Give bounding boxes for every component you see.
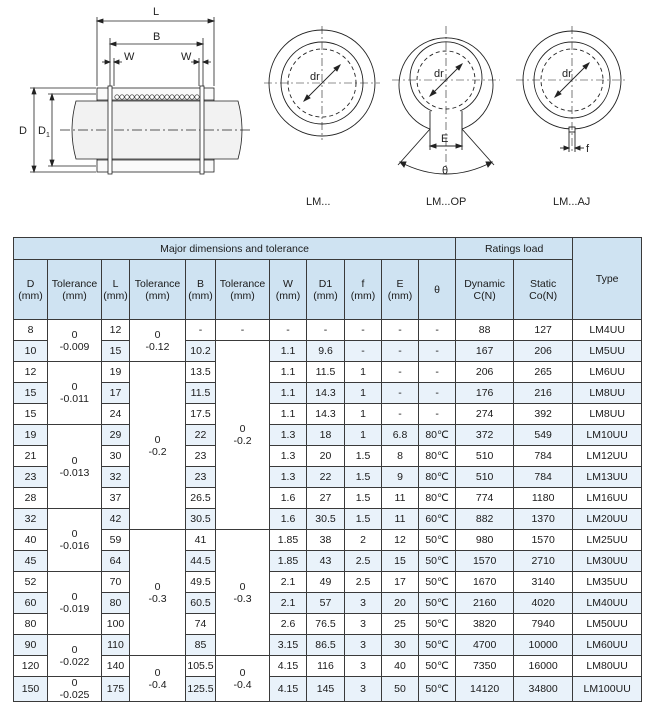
cell-static: 127 bbox=[514, 320, 573, 341]
table-row bbox=[14, 362, 642, 383]
cell-l: 70 bbox=[102, 572, 130, 593]
tolerance-lower: -0.12 bbox=[145, 340, 170, 353]
cell-f: 3 bbox=[345, 593, 382, 614]
cell-w: - bbox=[270, 320, 307, 341]
cell-f: - bbox=[345, 320, 382, 341]
cell-d: 120 bbox=[14, 656, 48, 677]
table-row bbox=[14, 425, 642, 446]
tolerance-lower: -0.011 bbox=[60, 393, 89, 405]
cell-dynamic: 1670 bbox=[456, 572, 514, 593]
tolerance-cell bbox=[216, 530, 270, 656]
cell-w: 1.3 bbox=[270, 467, 307, 488]
cell-f: 2.5 bbox=[345, 572, 382, 593]
cell-f: 1.5 bbox=[345, 509, 382, 530]
tolerance-upper: 0 bbox=[71, 643, 78, 656]
cell-l: 175 bbox=[102, 677, 130, 702]
cell-static: 549 bbox=[514, 425, 573, 446]
spec-table bbox=[13, 237, 642, 702]
cell-d: 12 bbox=[14, 362, 48, 383]
tolerance-lower: -0.019 bbox=[59, 603, 90, 615]
cell-e: - bbox=[382, 383, 419, 404]
table-row bbox=[14, 320, 642, 341]
ball-row bbox=[115, 95, 199, 99]
cell-dynamic: 176 bbox=[456, 383, 514, 404]
cell-theta: 80℃ bbox=[419, 425, 456, 446]
tolerance-cell bbox=[48, 362, 102, 425]
cell-d1: 30.5 bbox=[307, 509, 345, 530]
cell-theta: 50℃ bbox=[419, 614, 456, 635]
caption-lmaj: LM...AJ bbox=[553, 196, 591, 208]
cell-d1: 14.3 bbox=[307, 404, 345, 425]
cell-type: LM12UU bbox=[573, 446, 642, 467]
cell-f: 3 bbox=[345, 635, 382, 656]
cell-type: LM4UU bbox=[573, 320, 642, 341]
tolerance-cell bbox=[48, 635, 102, 677]
cell-d1: 57 bbox=[307, 593, 345, 614]
cell-dynamic: 3820 bbox=[456, 614, 514, 635]
tolerance-cell bbox=[216, 341, 270, 530]
label-dr-lm: dr bbox=[310, 71, 320, 83]
col-header-d: D (mm) bbox=[14, 260, 48, 320]
cell-d: 28 bbox=[14, 488, 48, 509]
cell-static: 784 bbox=[514, 446, 573, 467]
cell-d: 80 bbox=[14, 614, 48, 635]
cell-theta: - bbox=[419, 320, 456, 341]
col-header-theta: θ bbox=[419, 260, 456, 320]
tolerance-cell bbox=[130, 320, 186, 362]
cell-e: 30 bbox=[382, 635, 419, 656]
tolerance-lower: -0.3 bbox=[233, 592, 252, 605]
cell-dynamic: 7350 bbox=[456, 656, 514, 677]
tolerance-cell bbox=[216, 656, 270, 702]
label-f: f bbox=[586, 143, 590, 155]
cell-theta: 80℃ bbox=[419, 488, 456, 509]
cell-b: 26.5 bbox=[186, 488, 216, 509]
cell-f: 1 bbox=[345, 362, 382, 383]
cell-l: 59 bbox=[102, 530, 130, 551]
cell-w: 4.15 bbox=[270, 656, 307, 677]
cell-l: 140 bbox=[102, 656, 130, 677]
cell-d1: - bbox=[307, 320, 345, 341]
major-dimensions-header: Major dimensions and tolerance bbox=[14, 238, 456, 260]
tolerance-lower: -0.016 bbox=[59, 540, 90, 552]
cell-type: LM10UU bbox=[573, 425, 642, 446]
label-D: D bbox=[19, 125, 27, 137]
cell-dynamic: 510 bbox=[456, 446, 514, 467]
cell-e: 50 bbox=[382, 677, 419, 702]
cell-w: 4.15 bbox=[270, 677, 307, 702]
cell-type: LM40UU bbox=[573, 593, 642, 614]
cell-theta: 50℃ bbox=[419, 530, 456, 551]
tolerance-upper: 0 bbox=[71, 528, 78, 540]
col-header-dynamic: Dynamic C(N) bbox=[456, 260, 514, 320]
cell-d: 32 bbox=[14, 509, 48, 530]
tolerance-upper: 0 bbox=[154, 666, 161, 679]
cell-static: 216 bbox=[514, 383, 573, 404]
cell-d: 15 bbox=[14, 383, 48, 404]
tolerance-upper: 0 bbox=[71, 677, 78, 689]
cell-b: 105.5 bbox=[186, 656, 216, 677]
tolerance-upper: 0 bbox=[154, 433, 161, 446]
tolerance-cell bbox=[48, 320, 102, 362]
cell-d1: 145 bbox=[307, 677, 345, 702]
tolerance-cell bbox=[48, 572, 102, 635]
tolerance-lower: -0.013 bbox=[59, 466, 90, 479]
cell-w: 1.1 bbox=[270, 362, 307, 383]
cell-dynamic: 206 bbox=[456, 362, 514, 383]
tolerance-lower: -0.3 bbox=[148, 592, 167, 605]
cell-b: 22 bbox=[186, 425, 216, 446]
cell-theta: - bbox=[419, 383, 456, 404]
tolerance-upper: 0 bbox=[71, 591, 78, 603]
cell-dynamic: 14120 bbox=[456, 677, 514, 702]
table-row bbox=[14, 509, 642, 530]
cell-e: - bbox=[382, 362, 419, 383]
cell-b: 49.5 bbox=[186, 572, 216, 593]
cell-static: 2710 bbox=[514, 551, 573, 572]
cell-d1: 38 bbox=[307, 530, 345, 551]
cell-d: 52 bbox=[14, 572, 48, 593]
cell-d: 21 bbox=[14, 446, 48, 467]
tolerance-lower: -0.4 bbox=[148, 678, 167, 691]
cell-w: 1.1 bbox=[270, 341, 307, 362]
tolerance-cell bbox=[130, 362, 186, 530]
cell-static: 784 bbox=[514, 467, 573, 488]
cell-d: 19 bbox=[14, 425, 48, 446]
cell-e: 25 bbox=[382, 614, 419, 635]
cell-type: LM30UU bbox=[573, 551, 642, 572]
cell-l: 110 bbox=[102, 635, 130, 656]
cell-dynamic: 1570 bbox=[456, 551, 514, 572]
cell-l: 24 bbox=[102, 404, 130, 425]
cell-static: 34800 bbox=[514, 677, 573, 702]
tolerance-upper: 0 bbox=[239, 423, 246, 435]
cell-b: - bbox=[186, 320, 216, 341]
cell-static: 392 bbox=[514, 404, 573, 425]
cell-e: 12 bbox=[382, 530, 419, 551]
cell-dynamic: 882 bbox=[456, 509, 514, 530]
cell-b: 85 bbox=[186, 635, 216, 656]
cell-d1: 27 bbox=[307, 488, 345, 509]
table-row bbox=[14, 551, 642, 572]
cell-d: 40 bbox=[14, 530, 48, 551]
cell-l: 80 bbox=[102, 593, 130, 614]
cell-w: 1.85 bbox=[270, 551, 307, 572]
cell-type: LM60UU bbox=[573, 635, 642, 656]
cell-d1: 76.5 bbox=[307, 614, 345, 635]
cell-theta: 50℃ bbox=[419, 656, 456, 677]
cell-b: 44.5 bbox=[186, 551, 216, 572]
col-header-d-tolerance: Tolerance (mm) bbox=[48, 260, 102, 320]
cell-b: 41 bbox=[186, 530, 216, 551]
cell-e: 15 bbox=[382, 551, 419, 572]
cell-static: 4020 bbox=[514, 593, 573, 614]
cell-theta: 50℃ bbox=[419, 551, 456, 572]
cell-d1: 20 bbox=[307, 446, 345, 467]
cell-d: 23 bbox=[14, 467, 48, 488]
cell-l: 30 bbox=[102, 446, 130, 467]
cell-b: 10.2 bbox=[186, 341, 216, 362]
tolerance-upper: 0 bbox=[71, 454, 78, 467]
cell-d: 10 bbox=[14, 341, 48, 362]
cell-b: 11.5 bbox=[186, 383, 216, 404]
cell-d1: 9.6 bbox=[307, 341, 345, 362]
col-header-d1: D1 (mm) bbox=[307, 260, 345, 320]
cell-static: 1180 bbox=[514, 488, 573, 509]
cell-dynamic: 167 bbox=[456, 341, 514, 362]
ratings-load-header: Ratings load bbox=[456, 238, 573, 260]
cell-type: LM35UU bbox=[573, 572, 642, 593]
col-header-b-tolerance: Tolerance (mm) bbox=[216, 260, 270, 320]
cell-type: LM25UU bbox=[573, 530, 642, 551]
label-D1: D bbox=[38, 125, 46, 137]
cell-d: 15 bbox=[14, 404, 48, 425]
cell-w: 1.1 bbox=[270, 404, 307, 425]
cell-l: 32 bbox=[102, 467, 130, 488]
cell-theta: 80℃ bbox=[419, 446, 456, 467]
cell-b: 13.5 bbox=[186, 362, 216, 383]
cell-e: 17 bbox=[382, 572, 419, 593]
cell-d: 90 bbox=[14, 635, 48, 656]
cell-e: - bbox=[382, 341, 419, 362]
cell-theta: - bbox=[419, 341, 456, 362]
cell-static: 1370 bbox=[514, 509, 573, 530]
cell-b: 30.5 bbox=[186, 509, 216, 530]
col-header-l: L (mm) bbox=[102, 260, 130, 320]
tolerance-upper: 0 bbox=[154, 580, 161, 593]
cell-static: 206 bbox=[514, 341, 573, 362]
cell-f: 3 bbox=[345, 656, 382, 677]
cell-d: 45 bbox=[14, 551, 48, 572]
cell-f: 1 bbox=[345, 383, 382, 404]
tolerance-lower: -0.2 bbox=[233, 435, 252, 447]
col-header-static: Static Co(N) bbox=[514, 260, 573, 320]
cell-dynamic: 510 bbox=[456, 467, 514, 488]
tolerance-lower: -0.009 bbox=[59, 340, 90, 353]
cell-dynamic: 774 bbox=[456, 488, 514, 509]
cell-l: 100 bbox=[102, 614, 130, 635]
cell-theta: 50℃ bbox=[419, 572, 456, 593]
cell-theta: 50℃ bbox=[419, 593, 456, 614]
cell-d1: 18 bbox=[307, 425, 345, 446]
cell-l: 12 bbox=[102, 320, 130, 341]
cell-l: 42 bbox=[102, 509, 130, 530]
cell-w: 2.1 bbox=[270, 593, 307, 614]
table-row bbox=[14, 467, 642, 488]
cell-dynamic: 2160 bbox=[456, 593, 514, 614]
tolerance-cell bbox=[130, 656, 186, 702]
cell-theta: 60℃ bbox=[419, 509, 456, 530]
cell-w: 2.6 bbox=[270, 614, 307, 635]
cell-f: 1 bbox=[345, 425, 382, 446]
table-row bbox=[14, 530, 642, 551]
table-row bbox=[14, 383, 642, 404]
label-L: L bbox=[153, 6, 160, 18]
cell-f: - bbox=[345, 341, 382, 362]
cell-type: LM16UU bbox=[573, 488, 642, 509]
tolerance-lower: -0.2 bbox=[148, 445, 167, 458]
caption-lmop: LM...OP bbox=[426, 196, 467, 208]
cell-f: 3 bbox=[345, 677, 382, 702]
cell-d1: 49 bbox=[307, 572, 345, 593]
table-row bbox=[14, 677, 642, 702]
cell-f: 1.5 bbox=[345, 446, 382, 467]
cell-type: LM13UU bbox=[573, 467, 642, 488]
cell-static: 265 bbox=[514, 362, 573, 383]
label-dr-lmop: dr bbox=[434, 68, 444, 80]
cell-e: 9 bbox=[382, 467, 419, 488]
tolerance-lower: -0.4 bbox=[233, 678, 252, 691]
cell-d1: 43 bbox=[307, 551, 345, 572]
cell-f: 1 bbox=[345, 404, 382, 425]
cell-e: - bbox=[382, 404, 419, 425]
cell-w: 2.1 bbox=[270, 572, 307, 593]
cell-static: 3140 bbox=[514, 572, 573, 593]
cell-e: 8 bbox=[382, 446, 419, 467]
label-B: B bbox=[153, 31, 161, 43]
label-E: E bbox=[441, 133, 449, 145]
tolerance-upper: 0 bbox=[239, 666, 246, 679]
cell-w: 1.6 bbox=[270, 488, 307, 509]
cell-theta: - bbox=[419, 362, 456, 383]
cell-b: 125.5 bbox=[186, 677, 216, 702]
label-theta: θ bbox=[442, 165, 449, 177]
cell-l: 15 bbox=[102, 341, 130, 362]
cell-e: 6.8 bbox=[382, 425, 419, 446]
cell-d: 150 bbox=[14, 677, 48, 702]
tolerance-upper: 0 bbox=[154, 328, 161, 341]
tolerance-cell bbox=[48, 509, 102, 572]
cell-e: - bbox=[382, 320, 419, 341]
tolerance-cell bbox=[216, 320, 270, 341]
cell-w: 3.15 bbox=[270, 635, 307, 656]
tolerance-lower: -0.025 bbox=[59, 689, 90, 701]
label-D1-sub: 1 bbox=[46, 132, 50, 139]
cell-dynamic: 372 bbox=[456, 425, 514, 446]
tolerance-upper: - bbox=[240, 324, 245, 336]
spec-table-body bbox=[14, 320, 642, 702]
table-row bbox=[14, 404, 642, 425]
cell-w: 1.1 bbox=[270, 383, 307, 404]
cell-w: 1.3 bbox=[270, 425, 307, 446]
cell-static: 10000 bbox=[514, 635, 573, 656]
cell-static: 16000 bbox=[514, 656, 573, 677]
cell-l: 64 bbox=[102, 551, 130, 572]
label-dr-lmaj: dr bbox=[562, 68, 572, 80]
col-header-l-tolerance: Tolerance (mm) bbox=[130, 260, 186, 320]
table-row bbox=[14, 446, 642, 467]
table-row bbox=[14, 593, 642, 614]
table-row bbox=[14, 341, 642, 362]
cell-e: 11 bbox=[382, 509, 419, 530]
col-header-f: f (mm) bbox=[345, 260, 382, 320]
cell-type: LM8UU bbox=[573, 383, 642, 404]
cell-f: 3 bbox=[345, 614, 382, 635]
cell-type: LM5UU bbox=[573, 341, 642, 362]
cell-l: 37 bbox=[102, 488, 130, 509]
cell-dynamic: 274 bbox=[456, 404, 514, 425]
end-view-lmaj bbox=[516, 26, 628, 152]
cell-e: 20 bbox=[382, 593, 419, 614]
cell-b: 23 bbox=[186, 467, 216, 488]
table-row bbox=[14, 635, 642, 656]
cell-theta: - bbox=[419, 404, 456, 425]
col-header-type: Type bbox=[573, 238, 642, 320]
tolerance-cell bbox=[48, 677, 102, 702]
table-row bbox=[14, 572, 642, 593]
cell-type: LM100UU bbox=[573, 677, 642, 702]
tolerance-lower: -0.022 bbox=[59, 655, 90, 668]
cell-l: 29 bbox=[102, 425, 130, 446]
cell-f: 1.5 bbox=[345, 467, 382, 488]
cell-w: 1.85 bbox=[270, 530, 307, 551]
cell-b: 23 bbox=[186, 446, 216, 467]
label-W-left: W bbox=[124, 51, 135, 63]
cell-dynamic: 980 bbox=[456, 530, 514, 551]
cell-theta: 50℃ bbox=[419, 677, 456, 702]
cell-b: 60.5 bbox=[186, 593, 216, 614]
col-header-w: W (mm) bbox=[270, 260, 307, 320]
cell-dynamic: 88 bbox=[456, 320, 514, 341]
cell-l: 19 bbox=[102, 362, 130, 383]
cell-d1: 11.5 bbox=[307, 362, 345, 383]
cell-b: 17.5 bbox=[186, 404, 216, 425]
cell-type: LM8UU bbox=[573, 404, 642, 425]
tolerance-cell bbox=[130, 530, 186, 656]
cell-theta: 80℃ bbox=[419, 467, 456, 488]
cell-type: LM20UU bbox=[573, 509, 642, 530]
cell-f: 2.5 bbox=[345, 551, 382, 572]
end-view-lm bbox=[264, 26, 380, 140]
table-row bbox=[14, 614, 642, 635]
tolerance-upper: 0 bbox=[71, 328, 78, 341]
cell-b: 74 bbox=[186, 614, 216, 635]
cell-w: 1.6 bbox=[270, 509, 307, 530]
end-view-lmop bbox=[392, 26, 500, 174]
cell-d: 60 bbox=[14, 593, 48, 614]
cell-f: 1.5 bbox=[345, 488, 382, 509]
tolerance-upper: 0 bbox=[239, 580, 246, 593]
cell-type: LM80UU bbox=[573, 656, 642, 677]
cell-e: 11 bbox=[382, 488, 419, 509]
col-header-e: E (mm) bbox=[382, 260, 419, 320]
table-row bbox=[14, 656, 642, 677]
cell-w: 1.3 bbox=[270, 446, 307, 467]
col-header-b: B (mm) bbox=[186, 260, 216, 320]
cell-type: LM50UU bbox=[573, 614, 642, 635]
cell-f: 2 bbox=[345, 530, 382, 551]
cell-type: LM6UU bbox=[573, 362, 642, 383]
tolerance-upper: 0 bbox=[71, 381, 78, 393]
cell-d1: 22 bbox=[307, 467, 345, 488]
tolerance-cell bbox=[48, 425, 102, 509]
cell-static: 1570 bbox=[514, 530, 573, 551]
table-row bbox=[14, 488, 642, 509]
cell-d1: 14.3 bbox=[307, 383, 345, 404]
cell-d1: 86.5 bbox=[307, 635, 345, 656]
caption-lm: LM... bbox=[306, 196, 331, 208]
cell-d: 8 bbox=[14, 320, 48, 341]
cell-dynamic: 4700 bbox=[456, 635, 514, 656]
cell-l: 17 bbox=[102, 383, 130, 404]
cell-theta: 50℃ bbox=[419, 635, 456, 656]
cell-e: 40 bbox=[382, 656, 419, 677]
label-W-right: W bbox=[181, 51, 192, 63]
cell-static: 7940 bbox=[514, 614, 573, 635]
cell-d1: 116 bbox=[307, 656, 345, 677]
